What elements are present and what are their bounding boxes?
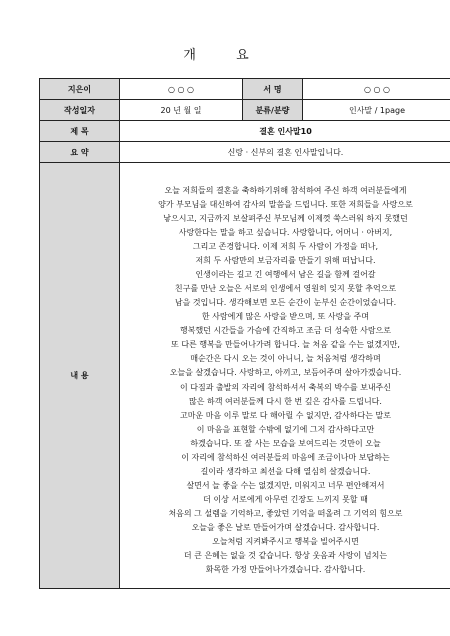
content-line: 이 마음을 표현할 수밖에 없기에 그저 감사하다고만	[196, 424, 375, 434]
content-line: 하겠습니다. 또 잘 사는 모습을 보여드리는 것만이 오늘	[190, 438, 381, 448]
content-line: 오늘 저희들의 결혼을 축하하기위해 참석하여 주신 하객 여러분들에게	[164, 185, 407, 195]
category-value: 인사말 / 1page	[303, 100, 450, 121]
content-line: 한 사람에게 많은 사랑을 받으며, 또 사랑을 주며	[201, 312, 370, 322]
content-line: 이 다짐과 출발의 자리에 참석하셔서 축복의 박수를 보내주신	[180, 382, 391, 392]
author-value: ○ ○ ○	[120, 79, 243, 100]
content-line: 친구를 만난 오늘은 서로의 인생에서 영원히 잊지 못할 추억으로	[174, 284, 397, 294]
content-line: 매순간은 다시 오는 것이 아니니, 늘 처음처럼 생각하며	[190, 354, 381, 364]
content-line: 더 큰 은혜는 없을 것 같습니다. 항상 웃음과 사랑이 넘치는	[183, 551, 388, 561]
author-label: 지은이	[40, 79, 120, 100]
category-label: 분류/분량	[243, 100, 303, 121]
content-line: 고마운 마음 이루 말로 다 해아릴 수 없지만, 감사하다는 말로	[180, 410, 391, 420]
date-label: 작성일자	[40, 100, 120, 121]
content-line: 오늘을 좋은 날로 만들어가며 살겠습니다. 감사합니다.	[191, 522, 380, 532]
content-line: 낳으시고, 지금까지 보살펴주신 부모님께 이제껏 쑥스러워 하지 못했던	[163, 213, 408, 223]
document-title: 개 요	[183, 48, 267, 63]
subject-label: 제 목	[40, 121, 120, 142]
content-line: 양가 부모님을 대신하여 감사의 말씀을 드립니다. 또한 저희들을 사랑으로	[158, 199, 413, 209]
content-line: 처음의 그 설렘을 기억하고, 좋았던 기억을 떠올려 그 기억의 힘으로	[168, 508, 403, 518]
date-row	[40, 100, 450, 121]
subject-value: 결혼 인사말10	[120, 121, 450, 142]
date-value: 20 년 월 일	[120, 100, 243, 121]
content-line: 많은 하객 여러분들께 다시 한 번 깊은 감사를 드립니다.	[189, 396, 382, 406]
signature-value: ○ ○ ○	[303, 79, 450, 100]
content-line: 사랑한다는 말을 하고 싶습니다. 사랑합니다, 어머니 · 아버지,	[178, 227, 393, 237]
overview-form	[39, 78, 450, 589]
content-line: 더 이상 서로에게 아무런 긴장도 느끼지 못할 때	[203, 494, 368, 504]
content-line: 그리고 존경합니다. 이제 저희 두 사람이 가정을 떠나,	[192, 242, 379, 252]
content-line: 저희 두 사람만의 보금자리를 만들기 위해 떠납니다.	[195, 256, 376, 266]
author-row	[40, 79, 450, 100]
content-top-gap	[120, 174, 450, 184]
content-line: 오늘을 살겠습니다. 사랑하고, 아끼고, 보듬어주며 살아가겠습니다.	[169, 368, 402, 378]
content-line: 인생이라는 길고 긴 여행에서 남은 길을 함께 걸어갈	[195, 270, 376, 280]
content-line: 길이라 생각하고 최선을 다해 열심히 살겠습니다.	[200, 466, 371, 476]
content-body	[120, 163, 450, 589]
summary-value: 신랑 · 신부의 결혼 인사말입니다.	[120, 142, 450, 163]
content-label: 내 용	[40, 163, 120, 589]
content-line: 오늘처럼 지켜봐주시고 행복을 빌어주시면	[212, 537, 359, 547]
signature-label: 서 명	[243, 79, 303, 100]
content-line: 이 자리에 참석하신 여러분들의 마음에 조금이나마 보답하는	[181, 452, 390, 462]
content-line: 화목한 가정 만들어나가겠습니다. 감사합니다.	[205, 565, 366, 575]
content-line: 행복했던 시간들을 가슴에 간직하고 조금 더 성숙한 사람으로	[180, 326, 391, 336]
content-line: 또 다른 행복을 만들어나가려 합니다. 늘 처음 같을 수는 없겠지만,	[171, 340, 400, 350]
content-row	[40, 163, 450, 589]
content-line: 남을 것입니다. 생각해보면 모든 순간이 눈부신 순간이었습니다.	[174, 298, 397, 308]
subject-row	[40, 121, 450, 142]
content-line: 살면서 늘 좋을 수는 없겠지만, 미워지고 너무 편안해져서	[186, 480, 385, 490]
summary-label: 요 약	[40, 142, 120, 163]
summary-row	[40, 142, 450, 163]
